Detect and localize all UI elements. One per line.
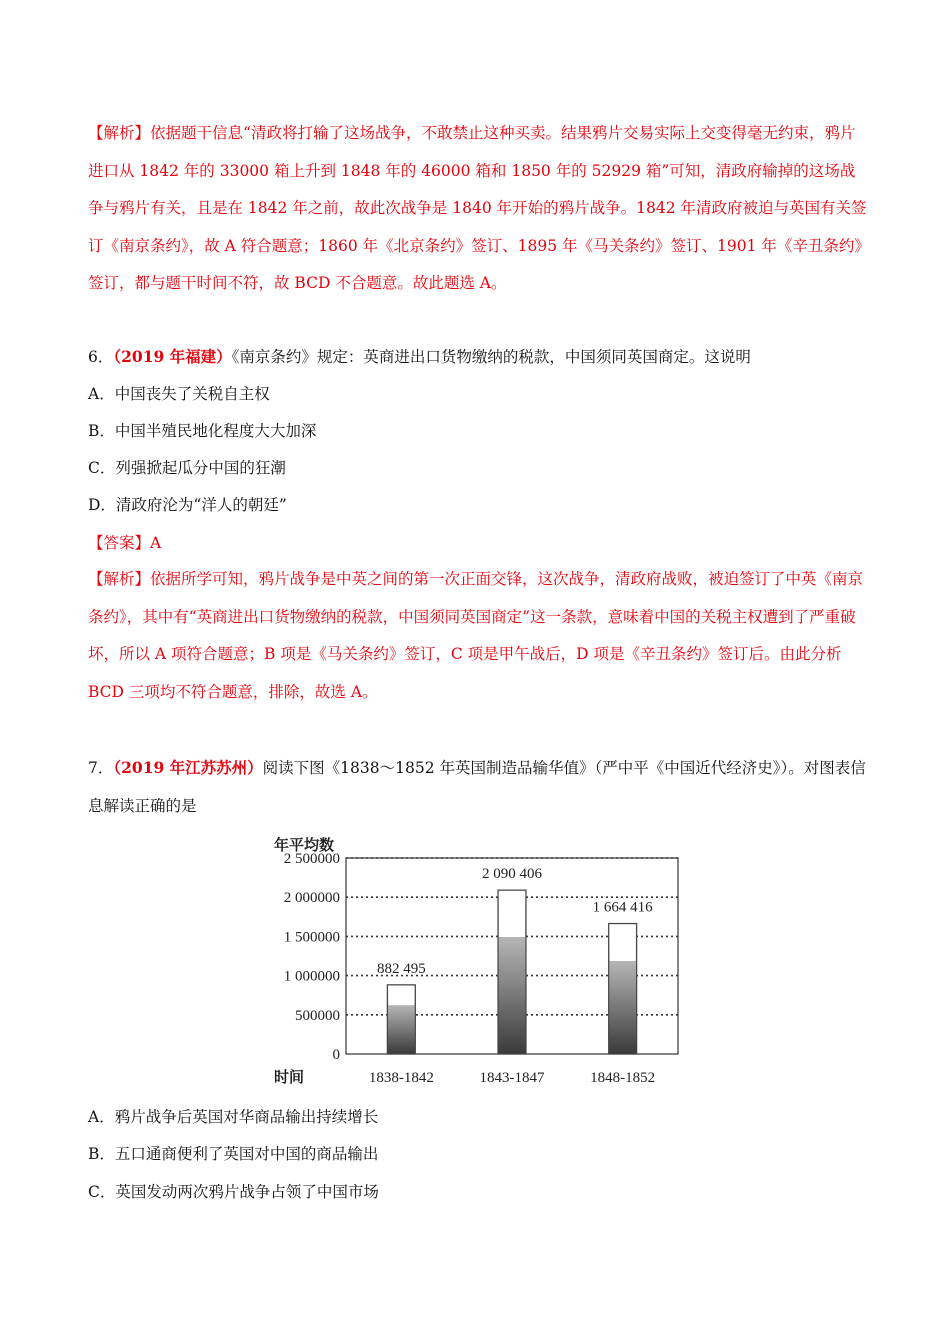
y-tick-label: 500000 [295,1007,340,1024]
y-tick-label: 0 [332,1047,340,1063]
option-a: A．鸦片战争后英国对华商品输出持续增长 [88,1108,379,1126]
question-number: 6． [88,348,114,366]
bar-value-label: 1 664 416 [592,899,653,916]
bar-highlight [499,891,525,937]
analysis-text: 依据题干信息“清政将打输了这场战争，不敢禁止这种买卖。结果鸦片交易实际上交变得毫无约束，鸦片进口从 1842 年的 33000 箱上升到 1848 年的 46000 箱和 1850 年的 52929 箱”可知，清政府输掉的这场战争与鸦片有关，且是在 1842 年之前，故此次战争是 1840 年开始的鸦片战争。1842 年清政府被迫与英国有关签订《南京条约》，故 A 符合题意；1860 年《北京条约》签订、1895 年《马关条约》签订、1901 年《辛丑条约》签订，都与题干时间不符，故 BCD 不合题意。故此题选 A。 [88,124,870,292]
question-6-stem [88,347,751,367]
question-text: 阅读下图《1838～1852 年英国制造品输华值》（严中平《中国近代经济史》）。对图表信息解读正确的是 [88,759,866,815]
x-tick-label: 1838-1842 [368,1070,434,1086]
answer-line [88,533,161,553]
option-a: A．中国丧失了关税自主权 [88,385,270,403]
option-c: C．英国发动两次鸦片战争占领了中国市场 [88,1183,379,1201]
bar-highlight [610,925,636,962]
y-tick-label: 1 500000 [283,929,340,946]
analysis-tag: 【解析】 [88,124,151,142]
analysis-text: 依据所学可知，鸦片战争是中英之间的第一次正面交锋，这次战争，清政府战败，被迫签订了中英《南京条约》，其中有“英商进出口货物缴纳的税款，中国须同英国商定”这一条款，意味着中国的关税主权遭到了严重破坏，所以 A 项符合题意；B 项是《马关条约》签订，C 项是甲午战后，D 项是《辛丑条约》签订后。由此分析 BCD 三项均不符合题意，排除，故选 A。 [88,570,864,701]
question-text: 《南京条约》规定：英商进出口货物缴纳的税款，中国须同英国商定。这说明 [231,348,751,366]
question-number: 7． [88,759,114,777]
y-tick-label: 2 000000 [283,890,340,907]
question-source: （2019 年福建） [113,347,232,366]
bar-value-label: 2 090 406 [482,866,542,883]
option-b: B．中国半殖民地化程度大大加深 [88,422,317,440]
y-axis-title: 年平均数 [274,838,335,854]
option-b: B．五口通商便利了英国对中国的商品输出 [88,1145,379,1163]
answer-value: A [150,534,162,552]
x-axis-title: 时间 [274,1070,305,1086]
analysis-q5 [88,115,870,303]
bar-chart [270,834,690,1090]
analysis-q6 [88,561,870,711]
x-tick-label: 1848-1852 [590,1070,656,1086]
analysis-tag: 【解析】 [88,570,151,588]
x-tick-label: 1843-1847 [479,1070,545,1086]
question-7-stem [88,749,870,825]
bar-value-label: 882 495 [376,960,426,977]
y-tick-label: 1 000000 [283,968,340,985]
question-source: （2019 年江苏苏州） [113,758,263,777]
option-d: D．清政府沦为“洋人的朝廷” [88,496,287,514]
bar-highlight [388,986,414,1005]
answer-tag: 【答案】 [88,534,151,552]
option-c: C．列强掀起瓜分中国的狂潮 [88,459,286,477]
y-tick-label: 2 500000 [283,851,340,867]
